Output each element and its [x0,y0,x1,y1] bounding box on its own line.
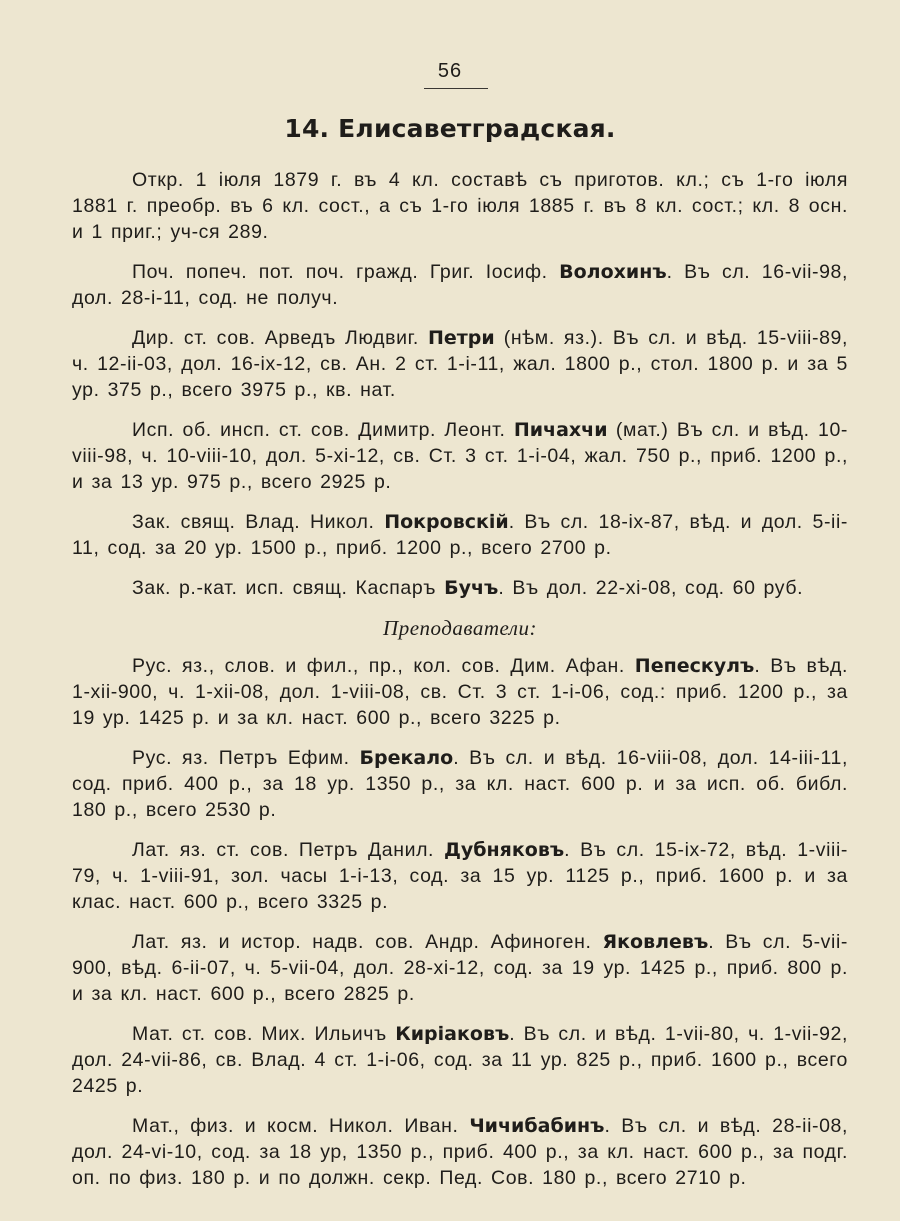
person-name: Петри [428,327,495,349]
section-title: 14. Елисаветградская. [284,114,616,143]
entry-priest: Зак. свящ. Влад. Никол. Покровскій. Въ сл. 18-ix-87, вѣд. и дол. 5-ii-11, сод. за 20 ур. 1500 р., приб. 1200 р., всего 2700 р. [72,511,848,559]
person-name: Брекало [359,747,454,769]
entry-teacher: Лат. яз. и истор. надв. сов. Андр. Афиноген. Яковлевъ. Въ сл. 5-vii-900, вѣд. 6-ii-07, ч. 5-vii-04, дол. 28-xi-12, сод. за 19 ур. 1425 р., приб. 800 р. и за кл. наст. 600 р., всего 2825 р. [72,931,848,1005]
entry-director: Дир. ст. сов. Арведъ Людвиг. Петри (нѣм. яз.). Въ сл. и вѣд. 15-viii-89, ч. 12-ii-03, дол. 16-ix-12, св. Ан. 2 ст. 1-i-11, жал. 1800 р., стол. 1800 р. и за 5 ур. 375 р., всего 3975 р., кв. нат. [72,327,848,401]
entry-teacher: Лат. яз. ст. сов. Петръ Данил. Дубняковъ. Въ сл. 15-ix-72, вѣд. 1-viii-79, ч. 1-viii-91, зол. часы 1-i-13, сод. за 15 ур. 1125 р., приб. 1600 р. и за клас. наст. 600 р., всего 3325 р. [72,839,848,913]
person-name: Чичибабинъ [469,1115,605,1137]
page-number-rule [424,88,488,89]
person-name: Бучъ [444,577,499,599]
person-name: Волохинъ [559,261,667,283]
person-name: Киріаковъ [395,1023,510,1045]
content [72,167,848,1205]
intro-paragraph: Откр. 1 іюля 1879 г. въ 4 кл. составѣ съ приготов. кл.; съ 1-го іюля 1881 г. преобр. въ 6 кл. сост., а съ 1-го іюля 1885 г. въ 8 кл. сост.; кл. 8 осн. и 1 приг.; уч-ся 289. [72,169,848,243]
entry-inspector: Исп. об. инсп. ст. сов. Димитр. Леонт. Пичахчи (мат.) Въ сл. и вѣд. 10-viii-98, ч. 10-viii-10, дол. 5-xi-12, св. Ст. 3 ст. 1-i-04, жал. 750 р., приб. 1200 р., и за 13 ур. 975 р., всего 2925 р. [72,419,848,493]
person-name: Покровскій [384,511,509,533]
entry-teacher: Мат., физ. и косм. Никол. Иван. Чичибабинъ. Въ сл. и вѣд. 28-ii-08, дол. 24-vi-10, сод. за 18 ур, 1350 р., приб. 400 р., за кл. наст. 600 р., за подг. оп. по физ. 180 р. и по должн. секр. Пед. Сов. 180 р., всего 2710 р. [72,1115,849,1189]
entry-honorary-trustee: Поч. попеч. пот. поч. гражд. Григ. Іосиф. Волохинъ. Въ сл. 16-vii-98, дол. 28-i-11, сод. не получ. [72,261,848,309]
page-number: 56 [437,60,463,82]
person-name: Дубняковъ [443,839,565,861]
teachers-heading: Преподаватели: [383,616,537,640]
person-name: Пепескулъ [634,655,755,677]
person-name: Яковлевъ [602,931,709,953]
entry-teacher: Мат. ст. сов. Мих. Ильичъ Киріаковъ. Въ сл. и вѣд. 1-vii-80, ч. 1-vii-92, дол. 24-vii-86, св. Влад. 4 ст. 1-i-06, сод. за 11 ур. 825 р., приб. 1600 р., всего 2425 р. [72,1023,848,1097]
entry-catholic-priest: Зак. р.-кат. исп. свящ. Каспаръ Бучъ. Въ дол. 22-xi-08, сод. 60 руб. [132,577,804,599]
entry-teacher: Рус. яз. Петръ Ефим. Брекало. Въ сл. и вѣд. 16-viii-08, дол. 14-iii-11, сод. приб. 400 р., за 18 ур. 1350 р., за кл. наст. 600 р. и за исп. об. библ. 180 р., всего 2530 р. [72,747,848,821]
entry-teacher: Рус. яз., слов. и фил., пр., кол. сов. Дим. Афан. Пепескулъ. Въ вѣд. 1-xii-900, ч. 1-xii-08, дол. 1-viii-08, св. Ст. 3 ст. 1-i-06, сод.: приб. 1200 р., за 19 ур. 1425 р. и за кл. наст. 600 р., всего 3225 р. [72,655,849,729]
person-name: Пичахчи [513,419,608,441]
